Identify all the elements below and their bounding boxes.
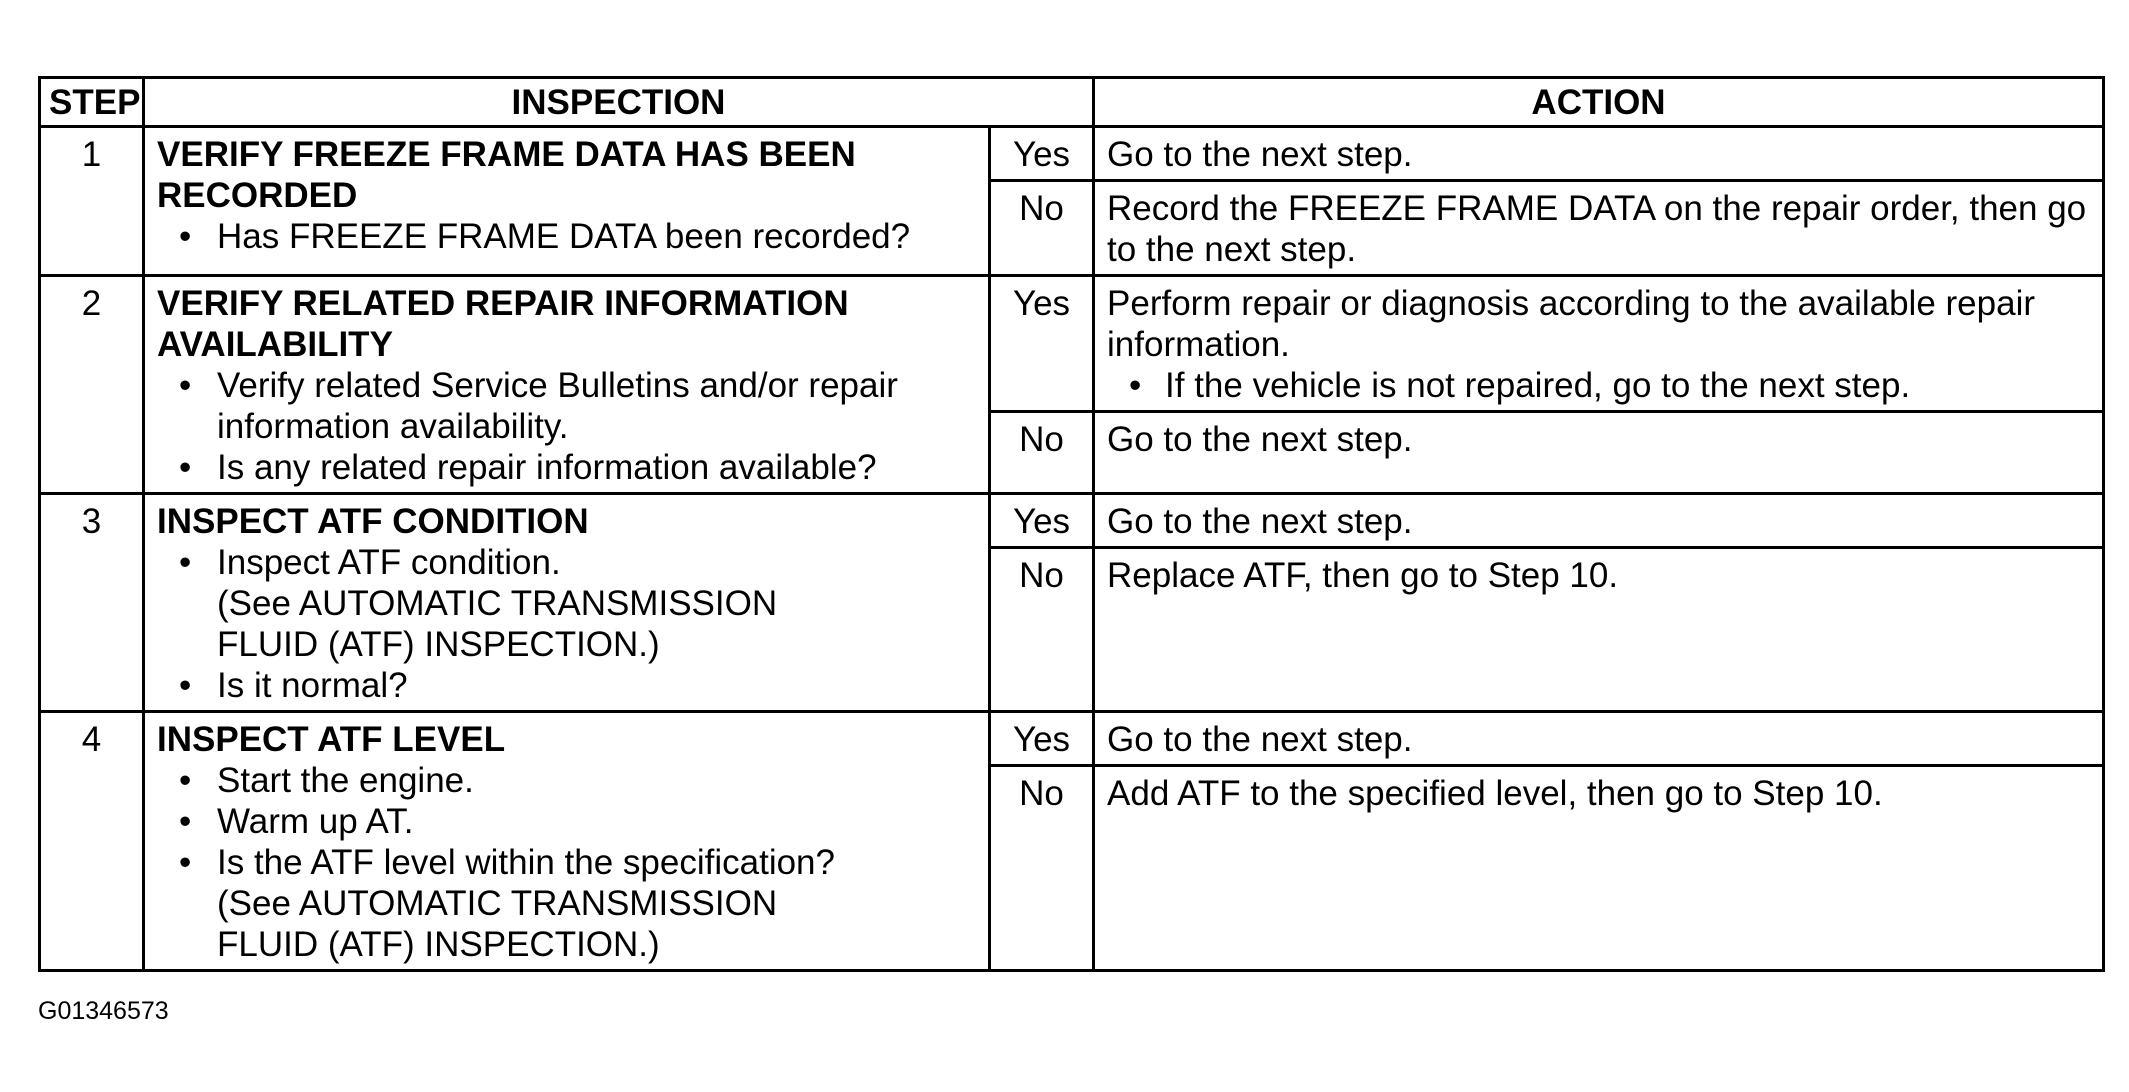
table-row — [40, 127, 2104, 181]
inspection-bullet-text: Inspect ATF condition. — [217, 543, 561, 582]
inspection-cell — [144, 494, 990, 712]
inspection-bullets — [157, 760, 976, 965]
inspection-bullet-subline: FLUID (ATF) INSPECTION.) — [217, 625, 660, 664]
no-label: No — [990, 412, 1094, 494]
inspection-bullet: • Is any related repair information available? — [157, 447, 976, 488]
yes-action: Go to the next step. — [1094, 127, 2104, 181]
inspection-bullet: • Warm up AT. — [157, 801, 976, 842]
yes-label: Yes — [990, 127, 1094, 181]
no-label: No — [990, 548, 1094, 712]
inspection-title: INSPECT ATF LEVEL — [157, 720, 506, 759]
inspection-bullet: • Start the engine. — [157, 760, 976, 801]
inspection-title: VERIFY FREEZE FRAME DATA HAS BEEN RECORDED — [157, 135, 856, 215]
inspection-cell — [144, 127, 990, 276]
inspection-bullets — [157, 542, 976, 706]
inspection-bullet: • Has FREEZE FRAME DATA been recorded? — [157, 216, 976, 257]
inspection-cell — [144, 712, 990, 971]
inspection-title: VERIFY RELATED REPAIR INFORMATION AVAILABILITY — [157, 284, 849, 364]
header-action: ACTION — [1094, 78, 2104, 127]
figure-id: G01346573 — [38, 997, 169, 1025]
yes-action-cell — [1094, 276, 2104, 412]
yes-action: Go to the next step. — [1094, 494, 2104, 548]
yes-label: Yes — [990, 712, 1094, 766]
action-bullet: • If the vehicle is not repaired, go to the next step. — [1107, 365, 2090, 406]
table-row — [40, 712, 2104, 766]
inspection-bullet-text: Is the ATF level within the specification? — [217, 843, 835, 882]
yes-action: Go to the next step. — [1094, 712, 2104, 766]
inspection-bullet — [157, 542, 976, 665]
table-header-row — [40, 78, 2104, 127]
inspection-bullet-subline: FLUID (ATF) INSPECTION.) — [217, 925, 660, 964]
no-action: Go to the next step. — [1094, 412, 2104, 494]
table-row — [40, 494, 2104, 548]
step-number: 2 — [40, 276, 144, 494]
header-step: STEP — [40, 78, 144, 127]
no-action: Add ATF to the specified level, then go to Step 10. — [1094, 766, 2104, 971]
table-row — [40, 276, 2104, 412]
action-bullets — [1107, 365, 2090, 406]
inspection-title: INSPECT ATF CONDITION — [157, 502, 589, 541]
inspection-bullet — [157, 842, 976, 965]
inspection-bullet-subline: (See AUTOMATIC TRANSMISSION — [217, 884, 778, 923]
inspection-bullet: • Verify related Service Bulletins and/or repair information availability. — [157, 365, 976, 447]
header-inspection: INSPECTION — [144, 78, 1094, 127]
no-label: No — [990, 766, 1094, 971]
inspection-bullet-subline: (See AUTOMATIC TRANSMISSION — [217, 584, 778, 623]
yes-action: Perform repair or diagnosis according to the available repair information. — [1107, 284, 2035, 364]
no-action: Record the FREEZE FRAME DATA on the repair order, then go to the next step. — [1094, 181, 2104, 276]
inspection-bullets — [157, 216, 976, 257]
inspection-bullets — [157, 365, 976, 488]
inspection-cell — [144, 276, 990, 494]
diagnostic-table — [38, 76, 2105, 972]
yes-label: Yes — [990, 276, 1094, 412]
step-number: 4 — [40, 712, 144, 971]
no-label: No — [990, 181, 1094, 276]
no-action: Replace ATF, then go to Step 10. — [1094, 548, 2104, 712]
yes-label: Yes — [990, 494, 1094, 548]
inspection-bullet: • Is it normal? — [157, 665, 976, 706]
step-number: 1 — [40, 127, 144, 276]
step-number: 3 — [40, 494, 144, 712]
